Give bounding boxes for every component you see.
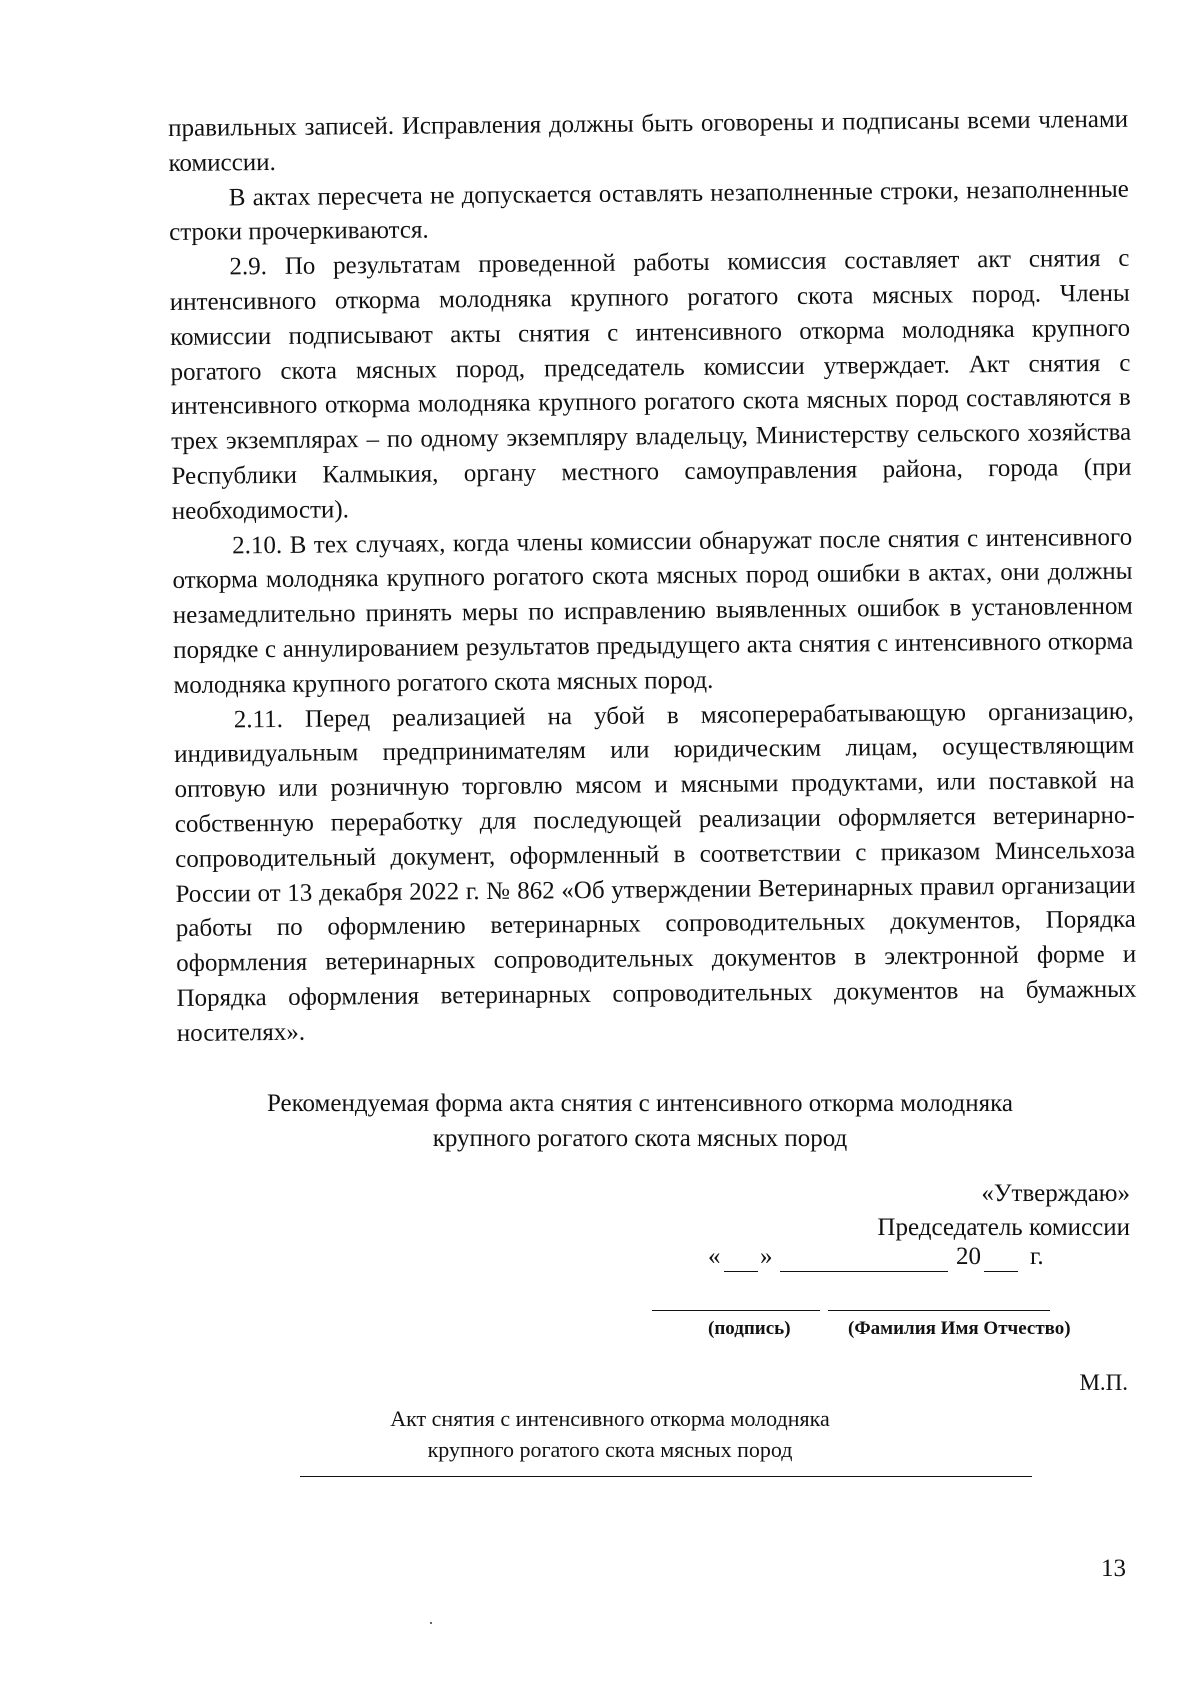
paragraph-corrections: правильных записей. Исправления должны быть оговорены и подписаны всеми членами комиссии.: [168, 105, 1129, 177]
month-blank: [780, 1249, 948, 1272]
full-name-caption: (Фамилия Имя Отчество): [848, 1318, 1071, 1339]
act-title: [250, 1403, 970, 1465]
form-title-line-2: крупного рогатого скота мясных пород: [432, 1125, 848, 1152]
approval-date-line: [630, 1243, 1138, 1279]
form-title: [200, 1086, 1080, 1156]
act-title-line-1: Акт снятия с интенсивного откорма молодняка: [390, 1406, 830, 1431]
page-number: 13: [1101, 1555, 1126, 1582]
act-title-line-2: крупного рогатого скота мясных пород: [427, 1437, 793, 1462]
paragraph-2-9: 2.9. По результатам проведенной работы комиссия составляет акт снятия с интенсивного откорма молодняка крупного рогатого скота мясных пород. Члены комиссии подписывают акты снятия с интенсивного откорма молодняка крупного рогатого скота мясных пород, председатель комиссии утверждает. Акт снятия с интенсивного откорма молодняка крупного рогатого скота мясных пород составляются в трех экземплярах – по одному экземпляру владельцу, Министерству сельского хозяйства Республики Калмыкия, органу местного самоуправления района, города (при необходимости).: [169, 244, 1132, 525]
form-title-line-1: Рекомендуемая форма акта снятия с интенсивного откорма молодняка: [266, 1090, 1014, 1117]
paragraph-2-10: 2.10. В тех случаях, когда члены комиссии обнаружат после снятия с интенсивного откорма молодняка крупного рогатого скота мясных пород ошибки в актах, они должны незамедлительно принять меры по исправлению выявленных ошибок в установленном порядке с аннулированием результатов предыдущего акта снятия с интенсивного откорма молодняка крупного рогатого скота мясных пород.: [172, 523, 1134, 699]
year-suffix: г.: [1030, 1243, 1044, 1270]
date-quote-open: «: [708, 1243, 721, 1270]
full-name-line: [828, 1310, 1050, 1311]
body-text: [168, 103, 1137, 1052]
year-blank: [984, 1249, 1018, 1272]
date-quote-close: »: [760, 1243, 773, 1270]
signature-caption: (подпись): [708, 1318, 791, 1339]
paragraph-2-11: 2.11. Перед реализацией на убой в мясоперерабатывающую организацию, индивидуальным предпринимателям или юридическим лицам, осуществляющим оптовую или розничную торговлю мясом и мясными продуктами, или поставкой на собственную переработку для последующей реализации оформляется ветеринарно-сопроводительный документ, оформленный в соответствии с приказом Минсельхоза России от 13 декабря 2022 г. № 862 «Об утверждении Ветеринарных правил организации работы по оформлению ветеринарных сопроводительных документов, Порядка оформления ветеринарных сопроводительных документов в электронной форме и Порядка оформления ветеринарных сопроводительных документов на бумажных носителях».: [174, 697, 1137, 1047]
stamp-place: М.П.: [1079, 1370, 1128, 1395]
scan-speck: [430, 1622, 432, 1624]
day-blank: [724, 1249, 758, 1272]
approval-block: [630, 1177, 1130, 1245]
paragraph-empty-lines: В актах пересчета не допускается оставлять незаполненные строки, незаполненные строки прочеркиваются.: [169, 175, 1129, 247]
signature-line: [652, 1310, 820, 1311]
approval-position: Председатель комиссии: [877, 1214, 1130, 1241]
approval-label: «Утверждаю»: [981, 1180, 1130, 1207]
act-title-underline: [300, 1476, 1032, 1477]
year-prefix: 20: [956, 1243, 981, 1270]
